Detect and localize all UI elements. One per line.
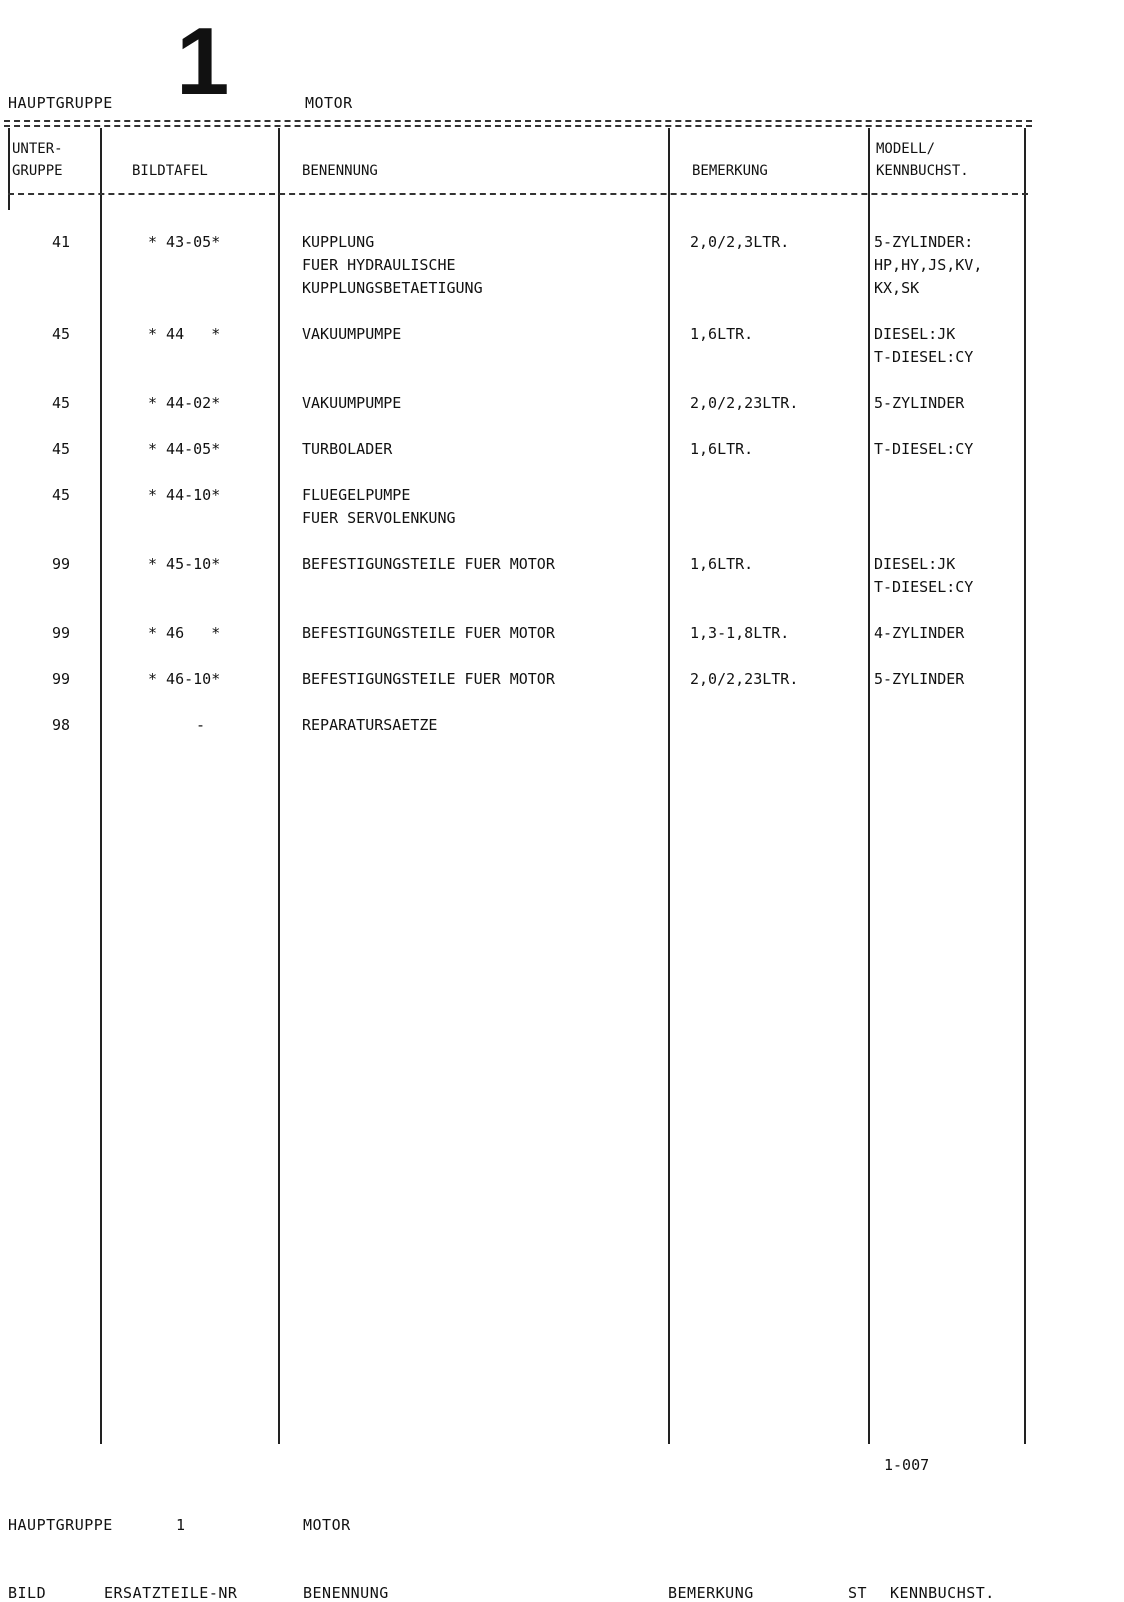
cell-benennung: KUPPLUNG FUER HYDRAULISCHE KUPPLUNGSBETAETIGUNG — [302, 233, 483, 297]
cell-modell: 5-ZYLINDER — [874, 394, 965, 412]
cell-modell: 5-ZYLINDER — [874, 670, 965, 688]
cell-modell: DIESEL:JK T-DIESEL:CY — [874, 555, 974, 596]
cell-untergruppe: 99 — [52, 624, 71, 642]
cell-untergruppe: 99 — [52, 670, 71, 688]
col-bemerkung: BEMERKUNG — [692, 163, 768, 179]
cell-benennung: VAKUUMPUMPE — [302, 394, 402, 412]
column-divider — [1024, 128, 1026, 1444]
cell-benennung: BEFESTIGUNGSTEILE FUER MOTOR — [302, 624, 555, 642]
cell-modell: DIESEL:JK T-DIESEL:CY — [874, 325, 974, 366]
cell-modell: 5-ZYLINDER: HP,HY,JS,KV, KX,SK — [874, 233, 983, 297]
cell-bildtafel: * 45-10* — [148, 555, 221, 573]
cell-bemerkung: 2,0/2,3LTR. — [690, 233, 790, 251]
cell-benennung: BEFESTIGUNGSTEILE FUER MOTOR — [302, 670, 555, 688]
next-col-st: ST — [848, 1584, 868, 1602]
cell-benennung: REPARATURSAETZE — [302, 716, 438, 734]
cell-benennung: TURBOLADER — [302, 440, 393, 458]
cell-bemerkung: 1,6LTR. — [690, 555, 754, 573]
column-divider — [100, 128, 102, 1444]
col-bildtafel: BILDTAFEL — [132, 163, 208, 179]
cell-untergruppe: 45 — [52, 325, 71, 343]
next-col-bemerkung: BEMERKUNG — [668, 1584, 754, 1602]
col-benennung: BENENNUNG — [302, 163, 378, 179]
group-label: HAUPTGRUPPE — [8, 94, 113, 112]
next-col-bild: BILD — [8, 1584, 47, 1602]
cell-bildtafel: * 44-05* — [148, 440, 221, 458]
cell-benennung: FLUEGELPUMPE FUER SERVOLENKUNG — [302, 486, 456, 527]
cell-untergruppe: 41 — [52, 233, 71, 251]
next-col-benennung: BENENNUNG — [303, 1584, 389, 1602]
cell-benennung: VAKUUMPUMPE — [302, 325, 402, 343]
cell-modell: T-DIESEL:CY — [874, 440, 974, 458]
header-rule — [8, 193, 1028, 195]
cell-untergruppe: 98 — [52, 716, 71, 734]
cell-untergruppe: 45 — [52, 394, 71, 412]
next-col-kennbuchst: KENNBUCHST. — [890, 1584, 995, 1602]
top-rule — [4, 120, 1032, 127]
cell-bemerkung: 2,0/2,23LTR. — [690, 394, 799, 412]
cell-bildtafel: * 44-10* — [148, 486, 221, 504]
cell-bildtafel: * 44 * — [148, 325, 221, 343]
column-divider — [668, 128, 670, 1444]
cell-bemerkung: 1,3-1,8LTR. — [690, 624, 790, 642]
cell-bildtafel: - — [196, 716, 206, 734]
cell-modell: 4-ZYLINDER — [874, 624, 965, 642]
cell-bildtafel: * 44-02* — [148, 394, 221, 412]
column-divider — [278, 128, 280, 1444]
column-divider — [8, 128, 10, 210]
next-col-ersatzteil: ERSATZTEILE-NR — [104, 1584, 238, 1602]
cell-bildtafel: * 46 * — [148, 624, 221, 642]
cell-bildtafel: * 46-10* — [148, 670, 221, 688]
cell-untergruppe: 45 — [52, 440, 71, 458]
cell-bemerkung: 1,6LTR. — [690, 440, 754, 458]
cell-benennung: BEFESTIGUNGSTEILE FUER MOTOR — [302, 555, 555, 573]
column-divider — [868, 128, 870, 1444]
col-modell: MODELL/ KENNBUCHST. — [876, 141, 969, 179]
cell-bemerkung: 1,6LTR. — [690, 325, 754, 343]
next-group-number: 1 — [176, 1516, 186, 1534]
next-group-label: HAUPTGRUPPE — [8, 1516, 113, 1534]
cell-bildtafel: * 43-05* — [148, 233, 221, 251]
cell-untergruppe: 99 — [52, 555, 71, 573]
page-number: 1-007 — [884, 1456, 930, 1474]
group-title: MOTOR — [305, 94, 353, 112]
cell-untergruppe: 45 — [52, 486, 71, 504]
col-untergruppe: UNTER- GRUPPE — [12, 141, 63, 179]
next-group-title: MOTOR — [303, 1516, 351, 1534]
group-number: 1 — [176, 8, 230, 115]
cell-bemerkung: 2,0/2,23LTR. — [690, 670, 799, 688]
